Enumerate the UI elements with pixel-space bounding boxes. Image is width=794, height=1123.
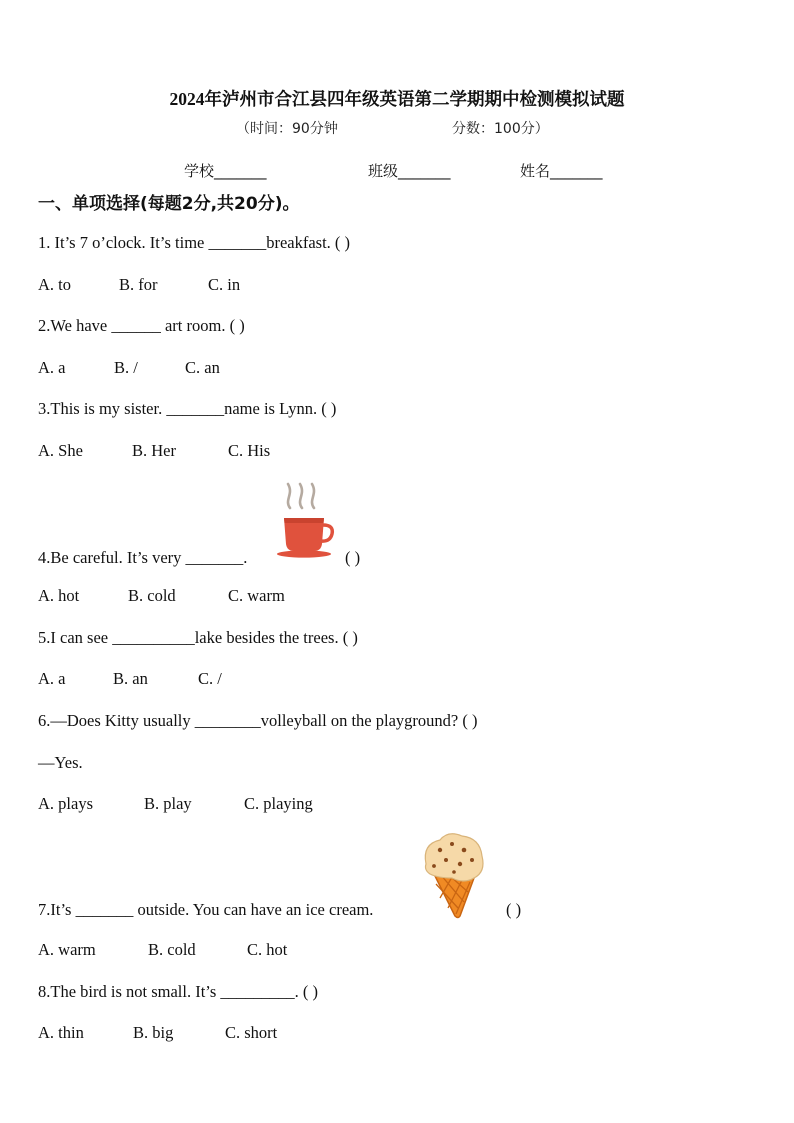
question-6: 6.—Does Kitty usually ________volleyball on the playground? ( )	[38, 711, 478, 730]
ice-cream-cone-icon	[418, 828, 488, 920]
q6-answer: —Yes.	[38, 753, 83, 772]
q5-option-a: A. a	[38, 669, 66, 688]
q1-option-a: A. to	[38, 275, 71, 294]
q2-option-c: C. an	[185, 358, 220, 377]
q7-option-a: A. warm	[38, 940, 96, 959]
q3-option-b: B. Her	[132, 441, 176, 460]
question-3: 3.This is my sister. _______name is Lynn. ( )	[38, 399, 337, 418]
question-2: 2.We have ______ art room. ( )	[38, 316, 245, 335]
name-field: 姓名_______	[520, 162, 603, 180]
q4-option-a: A. hot	[38, 586, 80, 605]
q2-option-a: A. a	[38, 358, 66, 377]
q6-option-a: A. plays	[38, 794, 93, 813]
q5-option-b: B. an	[113, 669, 148, 688]
q7-answer-bracket: ( )	[506, 900, 522, 919]
school-field: 学校_______	[184, 162, 267, 180]
q4-answer-bracket: ( )	[345, 548, 361, 567]
q4-option-c: C. warm	[228, 586, 285, 605]
page-title: 2024年泸州市合江县四年级英语第二学期期中检测模拟试题	[169, 89, 625, 109]
exam-score: 分数：100分）	[452, 121, 549, 137]
q1-option-c: C. in	[208, 275, 241, 294]
q1-option-b: B. for	[119, 275, 158, 294]
q8-option-c: C. short	[225, 1023, 278, 1042]
exam-time: （时间：90分钟	[236, 121, 338, 137]
q7-option-b: B. cold	[148, 940, 196, 959]
question-5: 5.I can see __________lake besides the trees. ( )	[38, 628, 358, 647]
question-1: 1. It’s 7 o’clock. It’s time _______breakfast. ( )	[38, 233, 351, 252]
q8-option-b: B. big	[133, 1023, 174, 1042]
q4-option-b: B. cold	[128, 586, 176, 605]
q8-option-a: A. thin	[38, 1023, 84, 1042]
hot-tea-cup-icon	[272, 478, 338, 562]
question-8: 8.The bird is not small. It’s _________. ( )	[38, 982, 319, 1001]
question-7: 7.It’s _______ outside. You can have an ice cream.	[38, 900, 374, 919]
class-field: 班级_______	[368, 162, 451, 180]
question-4: 4.Be careful. It’s very _______.	[38, 548, 248, 567]
q6-option-b: B. play	[144, 794, 192, 813]
q7-option-c: C. hot	[247, 940, 288, 959]
section-heading: 一、单项选择(每题2分,共20分)。	[38, 194, 300, 214]
q3-option-c: C. His	[228, 441, 271, 460]
q2-option-b: B. /	[114, 358, 138, 377]
q6-option-c: C. playing	[244, 794, 313, 813]
q3-option-a: A. She	[38, 441, 83, 460]
q5-option-c: C. /	[198, 669, 222, 688]
